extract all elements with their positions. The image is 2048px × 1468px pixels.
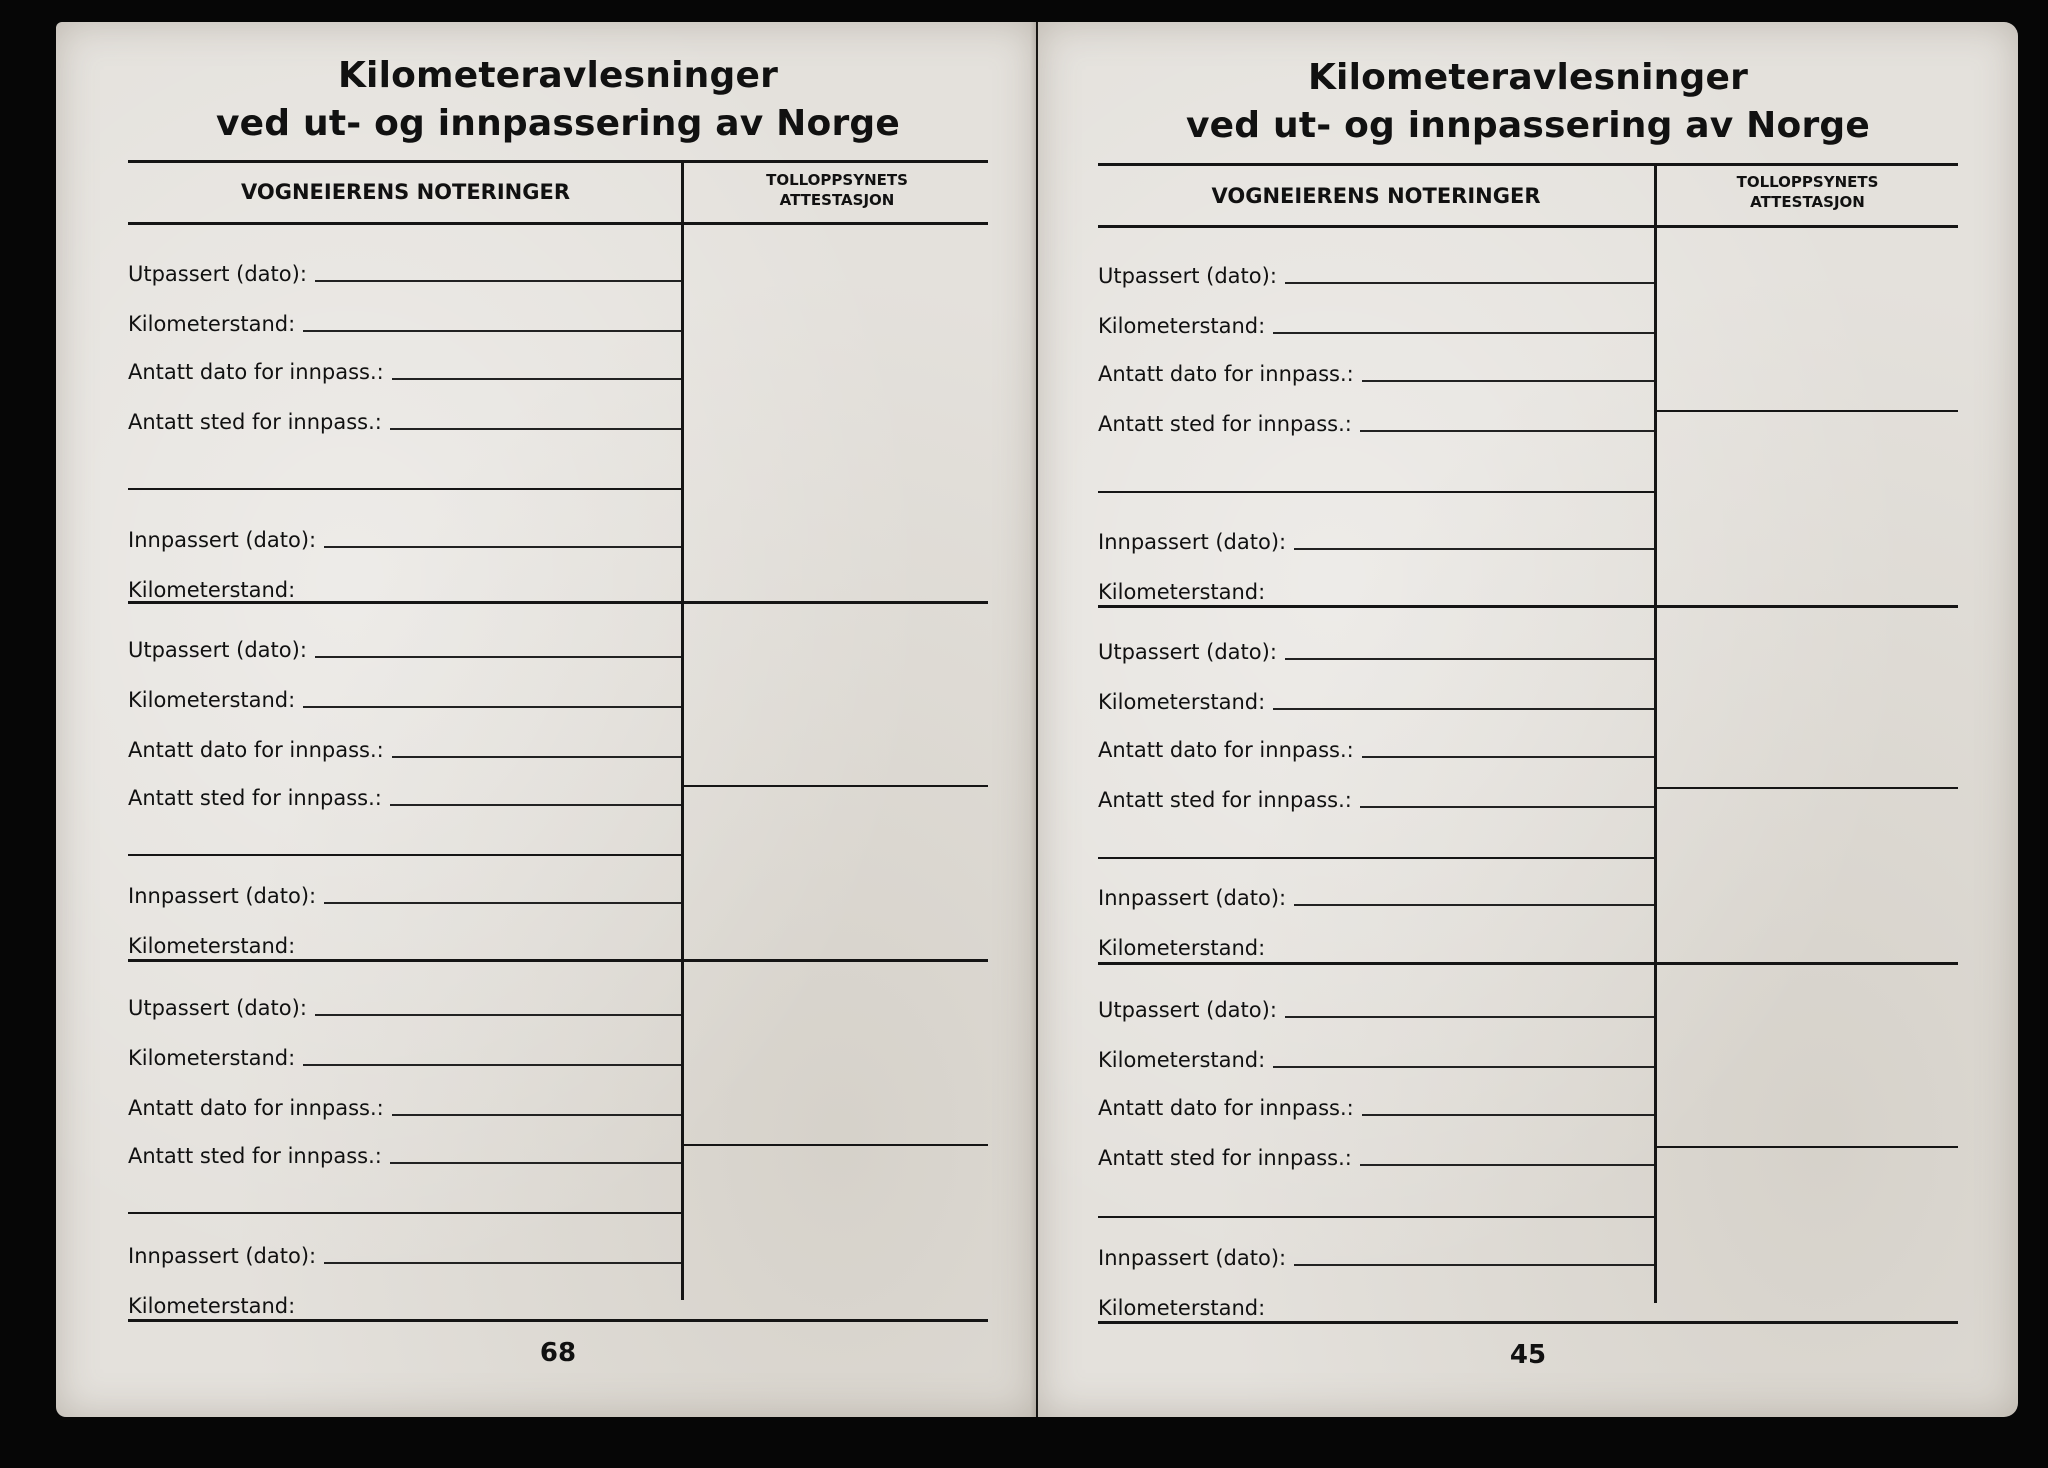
- block-separator: [128, 959, 988, 962]
- in-date-field[interactable]: Innpassert (dato):: [128, 880, 681, 910]
- attestation-line[interactable]: [1657, 1146, 1958, 1148]
- mileage-field[interactable]: Kilometerstand:: [1098, 686, 1654, 716]
- mileage-field[interactable]: Kilometerstand:: [128, 1042, 681, 1072]
- mileage-field[interactable]: Kilometerstand:: [1098, 310, 1654, 340]
- block-separator: [128, 601, 988, 604]
- est-date-field[interactable]: Antatt dato for innpass.:: [1098, 734, 1654, 764]
- customs-attestation-header: TOLLOPPSYNETS ATTESTASJON: [1736, 173, 1879, 211]
- header-top-rule: [1098, 163, 1958, 166]
- header-bottom-rule: [1098, 225, 1958, 228]
- mileage-field[interactable]: Kilometerstand:: [128, 684, 681, 714]
- in-date-field[interactable]: Innpassert (dato):: [1098, 1242, 1654, 1272]
- left-page-title: Kilometeravlesninger ved ut- og innpassering av Norge: [216, 55, 900, 144]
- block-separator: [1098, 962, 1958, 965]
- mileage-field[interactable]: Kilometerstand:: [128, 308, 681, 338]
- in-date-field[interactable]: Innpassert (dato):: [128, 524, 681, 554]
- est-place-field[interactable]: Antatt sted for innpass.:: [1098, 408, 1654, 438]
- customs-attestation-header: TOLLOPPSYNETS ATTESTASJON: [766, 171, 908, 209]
- mileage-in-field[interactable]: Kilometerstand:: [128, 578, 296, 602]
- est-place-field[interactable]: Antatt sted for innpass.:: [128, 406, 681, 436]
- owner-notes-header: VOGNEIERENS NOTERINGER: [241, 180, 570, 204]
- out-date-field[interactable]: Utpassert (dato):: [1098, 636, 1654, 666]
- column-divider: [681, 160, 684, 1300]
- left-page: [56, 22, 1036, 1417]
- est-date-field[interactable]: Antatt dato for innpass.:: [128, 734, 681, 764]
- header-top-rule: [128, 160, 988, 163]
- blank-line[interactable]: [128, 1212, 681, 1214]
- in-date-field[interactable]: Innpassert (dato):: [128, 1240, 681, 1270]
- blank-line[interactable]: [1098, 491, 1654, 493]
- in-date-field[interactable]: Innpassert (dato):: [1098, 526, 1654, 556]
- owner-notes-header: VOGNEIERENS NOTERINGER: [1211, 184, 1541, 208]
- mileage-in-field[interactable]: Kilometerstand:: [1098, 1296, 1266, 1320]
- mileage-field[interactable]: Kilometerstand:: [1098, 1044, 1654, 1074]
- est-place-field[interactable]: Antatt sted for innpass.:: [128, 782, 681, 812]
- left-page-content: [128, 22, 988, 1417]
- attestation-line[interactable]: [684, 1144, 988, 1146]
- header-bottom-rule: [128, 222, 988, 225]
- mileage-in-field[interactable]: Kilometerstand:: [1098, 936, 1266, 960]
- mileage-in-field[interactable]: Kilometerstand:: [1098, 580, 1266, 604]
- page-number: 68: [539, 1338, 577, 1368]
- in-date-field[interactable]: Innpassert (dato):: [1098, 882, 1654, 912]
- blank-line[interactable]: [1098, 1216, 1654, 1218]
- blank-line[interactable]: [128, 488, 681, 490]
- est-place-field[interactable]: Antatt sted for innpass.:: [128, 1140, 681, 1170]
- mileage-in-field[interactable]: Kilometerstand:: [128, 1294, 296, 1318]
- est-place-field[interactable]: Antatt sted for innpass.:: [1098, 784, 1654, 814]
- est-date-field[interactable]: Antatt dato for innpass.:: [1098, 1092, 1654, 1122]
- right-page: [1038, 22, 2018, 1417]
- out-date-field[interactable]: Utpassert (dato):: [1098, 260, 1654, 290]
- attestation-line[interactable]: [1657, 410, 1958, 412]
- column-divider: [1654, 163, 1657, 1303]
- mileage-in-field[interactable]: Kilometerstand:: [128, 934, 296, 958]
- est-date-field[interactable]: Antatt dato for innpass.:: [1098, 358, 1654, 388]
- est-place-field[interactable]: Antatt sted for innpass.:: [1098, 1142, 1654, 1172]
- attestation-line[interactable]: [1657, 787, 1958, 789]
- out-date-field[interactable]: Utpassert (dato):: [128, 634, 681, 664]
- blank-line[interactable]: [1098, 857, 1654, 859]
- blank-line[interactable]: [128, 854, 681, 856]
- out-date-field[interactable]: Utpassert (dato):: [128, 258, 681, 288]
- page-number: 45: [1509, 1340, 1547, 1370]
- attestation-line[interactable]: [684, 785, 988, 787]
- footer-rule: [128, 1319, 988, 1322]
- right-page-content: [1098, 22, 1958, 1417]
- est-date-field[interactable]: Antatt dato for innpass.:: [128, 1092, 681, 1122]
- right-page-title: Kilometeravlesninger ved ut- og innpassering av Norge: [1186, 57, 1870, 146]
- block-separator: [1098, 605, 1958, 608]
- footer-rule: [1098, 1321, 1958, 1324]
- est-date-field[interactable]: Antatt dato for innpass.:: [128, 356, 681, 386]
- out-date-field[interactable]: Utpassert (dato):: [128, 992, 681, 1022]
- out-date-field[interactable]: Utpassert (dato):: [1098, 994, 1654, 1024]
